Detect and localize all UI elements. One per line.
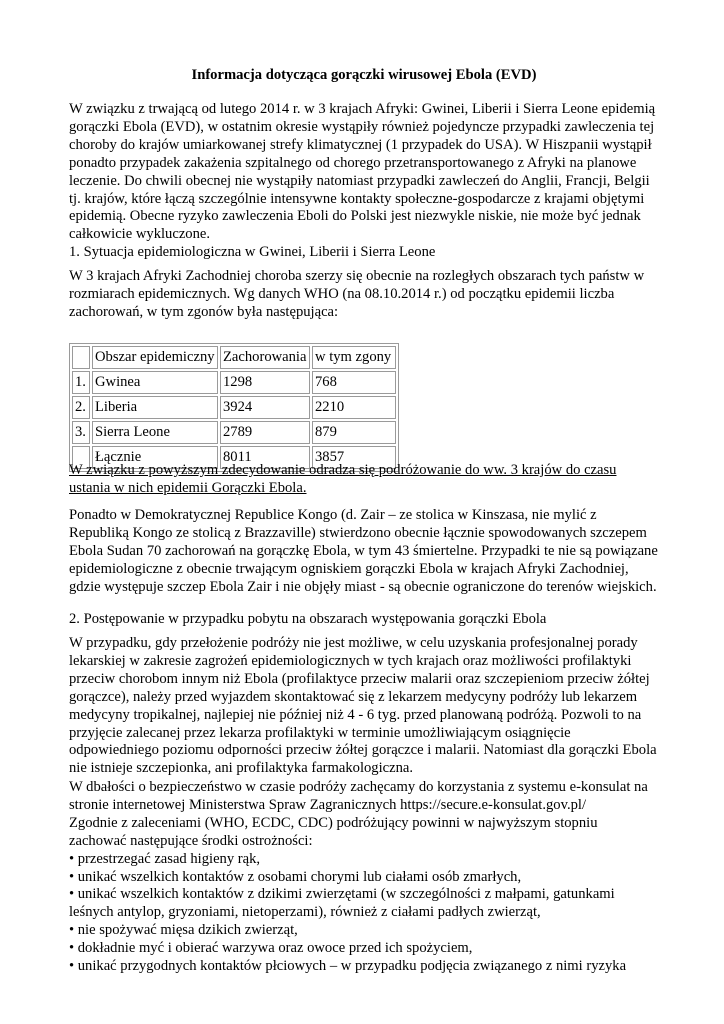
section2-paragraph: W przypadku, gdy przełożenie podróży nie jest możliwe, w celu uzyskania profesjonalnej porady lekarskiej w zakresie zagrożeń epidemiologicznych w tych krajach oraz możliwości profilaktyki przeciw chorobom innym niż Ebola (profilaktyce przeciw malarii oraz szczepieniom przeciw żółtej gorączce), należy przed wyjazdem skontaktować się z lekarzem medycyny podróży lub lekarzem medycyny tropikalnej, najlepiej nie później niż 4 - 6 tyg. przed planowaną podróżą. Pozwoli to na przyjęcie zalecanej przez lekarza profilaktyki w terminie umożliwiającym osiągnięcie odpowiedniego poziomu odporności przeciw żółtej gorączce i malarii. Natomiast dla gorączki Ebola nie istnieje szczepionka, ani profilaktyka farmakologiczna. [69,635,657,777]
table-cell: Gwinea [92,371,218,394]
section1-heading: 1. Sytuacja epidemiologiczna w Gwinei, Liberii i Sierra Leone [69,244,436,260]
table-cell: 3857 [312,446,396,469]
table-row [72,396,396,419]
epidemic-table [69,343,399,472]
safety-line: stronie internetowej Ministerstwa Spraw Zagranicznych https://secure.e-konsulat.gov.pl/ [69,796,586,813]
table-cell: 1298 [220,371,310,394]
table-row [72,421,396,444]
table-cell: 3924 [220,396,310,419]
safety-block [69,779,659,976]
bullet-item: • nie spożywać mięsa dzikich zwierząt, [69,922,298,939]
table-cell: Liberia [92,396,218,419]
safety-line: Zgodnie z zaleceniami (WHO, ECDC, CDC) podróżujący powinni w najwyższym stopniu [69,814,598,831]
table-cell: 8011 [220,446,310,469]
travel-warning: W związku z powyższym zdecydowanie odradza się podróżowanie do ww. 3 krajów do czasu ustania w nich epidemii Gorączki Ebola. [69,462,617,496]
table-header-row [72,346,396,369]
table-cell: Łącznie [92,446,218,469]
bullet-item: • przestrzegać zasad higieny rąk, [69,850,261,867]
document-title: Informacja dotycząca gorączki wirusowej Ebola (EVD) [191,67,537,83]
bullet-item: • unikać wszelkich kontaktów z osobami chorymi lub ciałami osób zmarłych, [69,868,522,885]
section1-paragraph: W 3 krajach Afryki Zachodniej choroba szerzy się obecnie na rozległych obszarach tych państw w rozmiarach epidemicznych. Wg danych WHO (na 08.10.2014 r.) od początku epidemii liczba zachorowań, w tym zgonów była następująca: [69,268,645,320]
bullet-item: • unikać przygodnych kontaktów płciowych – w przypadku podjęcia związanego z nimi ryzyka [69,958,627,975]
table-header-cell: Obszar epidemiczny [92,346,218,369]
safety-line: W dbałości o bezpieczeństwo w czasie podróży zachęcamy do korzystania z systemu e-konsulat na [69,779,648,795]
table-cell: 879 [312,421,396,444]
table-cell: 768 [312,371,396,394]
table-cell: 2210 [312,396,396,419]
table-header-cell [72,346,90,369]
table-cell: 2. [72,396,90,419]
table-cell: 2789 [220,421,310,444]
table-header-cell: w tym zgony [312,346,396,369]
table-header-cell: Zachorowania [220,346,310,369]
bullet-item: • unikać wszelkich kontaktów z dzikimi zwierzętami (w szczególności z małpami, gatunkami leśnych antylop, gryzoniami, nietoperzami), również z ciałami padłych zwierząt, [69,886,615,921]
section2-heading: 2. Postępowanie w przypadku pobytu na obszarach występowania gorączki Ebola [69,611,547,627]
table-row [72,371,396,394]
table-cell: 1. [72,371,90,394]
intro-paragraph: W związku z trwającą od lutego 2014 r. w 3 krajach Afryki: Gwinei, Liberii i Sierra Leone epidemią gorączki Ebola (EVD), w ostatnim okresie wystąpiły również pojedyncze przypadki zawleczenia tej choroby do krajów umiarkowanej strefy klimatycznej (1 przypadek do USA). W Hiszpanii wystąpił ponadto przypadek zakażenia szpitalnego od chorego przetransportowanego z Afryki na planowe leczenie. Do chwili obecnej nie wystąpiły natomiast przypadki zawleczeń do Anglii, Francji, Belgii tj. krajów, które łączą szczególnie intensywne kontakty społeczne-gospodarcze z krajami objętymi epidemią. Obecne ryzyko zawleczenia Eboli do Polski jest niezwykle niskie, nie może być jednak całkowicie wykluczone. [69,101,656,243]
bullet-item: • dokładnie myć i obierać warzywa oraz owoce przed ich spożyciem, [69,940,473,957]
safety-line: zachować następujące środki ostrożności: [69,832,313,849]
table-cell: Sierra Leone [92,421,218,444]
drc-paragraph: Ponadto w Demokratycznej Republice Kongo (d. Zair – ze stolica w Kinszasa, nie mylić z Republiką Kongo ze stolicą z Brazzaville) stwierdzono obecnie łącznie spowodowanych szczepem Ebola Sudan 70 zachorowań na gorączkę Ebola, w tym 43 śmiertelne. Przypadki te nie są powiązane epidemiologiczne z obecnie trwającym ogniskiem gorączki Ebola w krajach Afryki Zachodniej, gdzie występuje szczep Ebola Zair i nie objęły miast - są obecnie ograniczone do terenów wiejskich. [69,507,658,595]
table-cell: 3. [72,421,90,444]
